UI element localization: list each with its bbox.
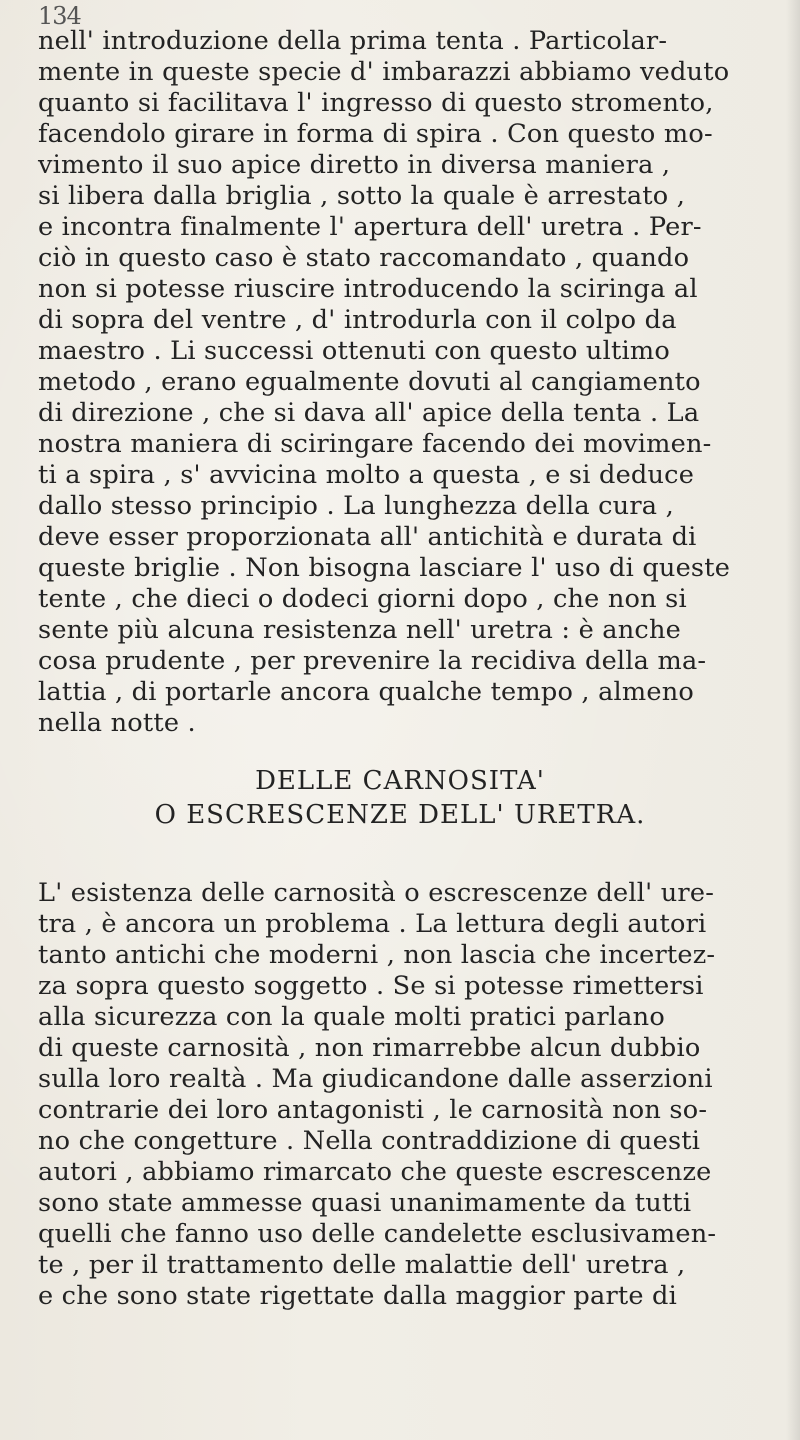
page-number: 134 <box>38 2 81 30</box>
paragraph-carnosities: L' esistenza delle carnosità o escrescenze dell' ure- tra , è ancora un problema . La lettura degli autori tanto antichi che moderni , non lascia che incertez- za sopra questo soggetto . Se si potesse rimettersi alla sicurezza con la quale molti pratici parlano di queste carnosità , non rimarrebbe alcun dubbio sulla loro realtà . Ma giudicandone dalle asserzioni contrarie dei loro antagonisti , le carnosità non so- no che congetture . Nella contraddizione di questi autori , abbiamo rimarcato che queste escrescenze sono state ammesse quasi unanimamente da tutti quelli che fanno uso delle candelette esclusivamen- te , per il trattamento delle malattie dell' uretra , e che sono state rigettate dalla maggior parte di <box>38 878 717 1311</box>
paragraph-treatment-continuation: nell' introduzione della prima tenta . Particolar- mente in queste specie d' imbarazzi abbiamo veduto quanto si facilitava l' ingresso di questo stromento, facendolo girare in forma di spira . Con questo mo- vimento il suo apice diretto in diversa maniera , si libera dalla briglia , sotto la quale è arrestato , e incontra finalmente l' apertura dell' uretra . Per- ciò in questo caso è stato raccomandato , quando non si potesse riuscire introducendo la sciringa al di sopra del ventre , d' introdurla con il colpo da maestro . Li successi ottenuti con questo ultimo metodo , erano egualmente dovuti al cangiamento di direzione , che si dava all' apice della tenta . La nostra maniera di sciringare facendo dei movimen- ti a spira , s' avvicina molto a questa , e si deduce dallo stesso principio . La lunghezza della cura , deve esser proporzionata all' antichità e durata di queste briglie . Non bisogna lasciare l' uso di queste tente , che dieci o dodeci giorni dopo , che non si sente più alcuna resistenza nell' uretra : è anche cosa prudente , per prevenire la recidiva della ma- lattia , di portarle ancora qualche tempo , almeno nella notte . <box>38 26 731 738</box>
section-heading-line-2: O ESCRESCENZE DELL' URETRA. <box>154 800 646 830</box>
page-edge-shadow <box>786 0 800 1440</box>
section-heading-line-1: DELLE CARNOSITA' <box>255 766 545 796</box>
